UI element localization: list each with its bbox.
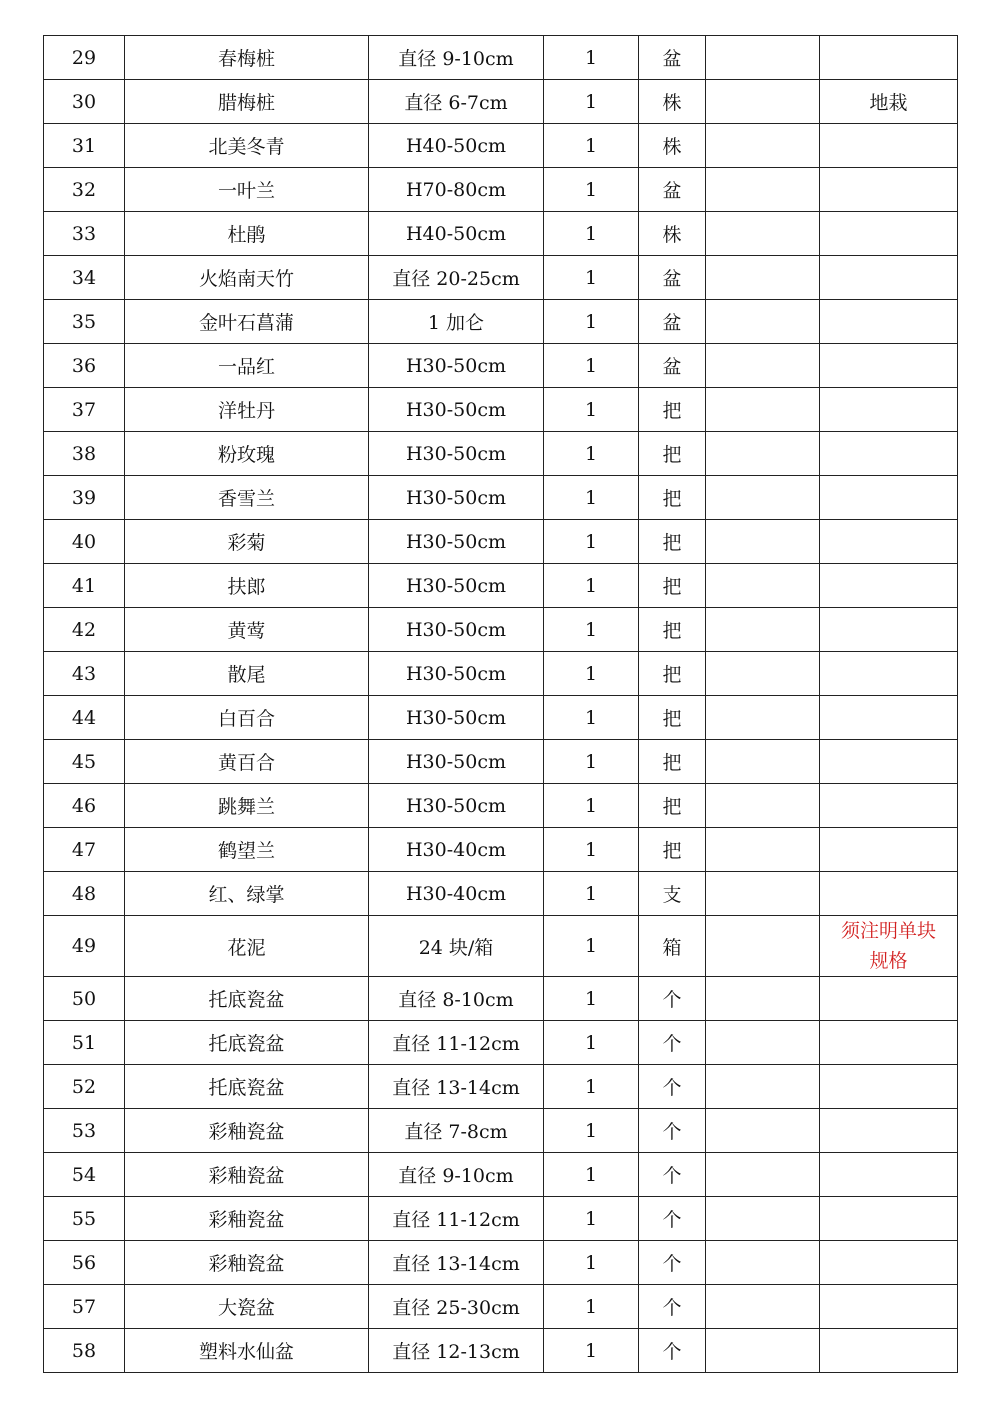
unit-cell: 把 bbox=[639, 652, 706, 696]
plant-name-cell: 花泥 bbox=[125, 916, 369, 977]
table-row bbox=[44, 432, 958, 476]
unit-cell: 把 bbox=[639, 520, 706, 564]
quantity-cell: 1 bbox=[544, 564, 639, 608]
spec-cell: H30-50cm bbox=[369, 784, 544, 828]
price-cell bbox=[706, 1065, 820, 1109]
table-row bbox=[44, 608, 958, 652]
spec-cell: 直径 8-10cm bbox=[369, 977, 544, 1021]
row-number-cell: 43 bbox=[44, 652, 125, 696]
price-cell bbox=[706, 168, 820, 212]
quantity-cell: 1 bbox=[544, 1065, 639, 1109]
spec-cell: H30-50cm bbox=[369, 344, 544, 388]
table-row bbox=[44, 212, 958, 256]
quantity-cell: 1 bbox=[544, 1021, 639, 1065]
spec-cell: H30-50cm bbox=[369, 432, 544, 476]
note-cell bbox=[820, 168, 958, 212]
plant-name-cell: 彩釉瓷盆 bbox=[125, 1197, 369, 1241]
unit-cell: 株 bbox=[639, 212, 706, 256]
quantity-cell: 1 bbox=[544, 1153, 639, 1197]
quantity-cell: 1 bbox=[544, 977, 639, 1021]
price-cell bbox=[706, 828, 820, 872]
note-cell bbox=[820, 1329, 958, 1373]
unit-cell: 个 bbox=[639, 1329, 706, 1373]
unit-cell: 把 bbox=[639, 432, 706, 476]
unit-cell: 个 bbox=[639, 1285, 706, 1329]
price-cell bbox=[706, 977, 820, 1021]
note-cell bbox=[820, 1197, 958, 1241]
quantity-cell: 1 bbox=[544, 696, 639, 740]
quantity-cell: 1 bbox=[544, 1285, 639, 1329]
price-cell bbox=[706, 872, 820, 916]
spec-cell: 直径 13-14cm bbox=[369, 1241, 544, 1285]
spec-cell: H30-50cm bbox=[369, 696, 544, 740]
plant-name-cell: 春梅桩 bbox=[125, 36, 369, 80]
spec-cell: H40-50cm bbox=[369, 212, 544, 256]
spec-cell: 直径 9-10cm bbox=[369, 1153, 544, 1197]
unit-cell: 个 bbox=[639, 1153, 706, 1197]
note-cell bbox=[820, 740, 958, 784]
row-number-cell: 35 bbox=[44, 300, 125, 344]
quantity-cell: 1 bbox=[544, 784, 639, 828]
unit-cell: 个 bbox=[639, 1109, 706, 1153]
row-number-cell: 58 bbox=[44, 1329, 125, 1373]
table-row bbox=[44, 1065, 958, 1109]
table-row bbox=[44, 36, 958, 80]
price-cell bbox=[706, 212, 820, 256]
table-row bbox=[44, 124, 958, 168]
price-cell bbox=[706, 1329, 820, 1373]
plant-name-cell: 香雪兰 bbox=[125, 476, 369, 520]
table-row bbox=[44, 564, 958, 608]
plant-name-cell: 托底瓷盆 bbox=[125, 977, 369, 1021]
quantity-cell: 1 bbox=[544, 1241, 639, 1285]
row-number-cell: 51 bbox=[44, 1021, 125, 1065]
spec-cell: 24 块/箱 bbox=[369, 916, 544, 977]
row-number-cell: 32 bbox=[44, 168, 125, 212]
quantity-cell: 1 bbox=[544, 916, 639, 977]
row-number-cell: 41 bbox=[44, 564, 125, 608]
quantity-cell: 1 bbox=[544, 520, 639, 564]
quantity-cell: 1 bbox=[544, 1197, 639, 1241]
unit-cell: 把 bbox=[639, 564, 706, 608]
price-cell bbox=[706, 564, 820, 608]
spec-cell: 直径 13-14cm bbox=[369, 1065, 544, 1109]
note-cell bbox=[820, 36, 958, 80]
unit-cell: 把 bbox=[639, 608, 706, 652]
plant-name-cell: 黄莺 bbox=[125, 608, 369, 652]
spec-cell: 直径 9-10cm bbox=[369, 36, 544, 80]
table-row bbox=[44, 1021, 958, 1065]
table-row bbox=[44, 256, 958, 300]
price-cell bbox=[706, 432, 820, 476]
plant-name-cell: 白百合 bbox=[125, 696, 369, 740]
unit-cell: 把 bbox=[639, 476, 706, 520]
unit-cell: 盆 bbox=[639, 36, 706, 80]
row-number-cell: 40 bbox=[44, 520, 125, 564]
plant-name-cell: 火焰南天竹 bbox=[125, 256, 369, 300]
spec-cell: H30-40cm bbox=[369, 872, 544, 916]
price-cell bbox=[706, 388, 820, 432]
row-number-cell: 48 bbox=[44, 872, 125, 916]
price-cell bbox=[706, 344, 820, 388]
table-row bbox=[44, 828, 958, 872]
note-cell bbox=[820, 124, 958, 168]
spec-cell: 直径 6-7cm bbox=[369, 80, 544, 124]
plant-name-cell: 彩釉瓷盆 bbox=[125, 1109, 369, 1153]
table-row bbox=[44, 388, 958, 432]
price-cell bbox=[706, 80, 820, 124]
quantity-cell: 1 bbox=[544, 344, 639, 388]
table-row bbox=[44, 1329, 958, 1373]
plant-name-cell: 腊梅桩 bbox=[125, 80, 369, 124]
unit-cell: 把 bbox=[639, 696, 706, 740]
plant-name-cell: 杜鹃 bbox=[125, 212, 369, 256]
quantity-cell: 1 bbox=[544, 1329, 639, 1373]
price-cell bbox=[706, 1021, 820, 1065]
quantity-cell: 1 bbox=[544, 432, 639, 476]
table-row bbox=[44, 476, 958, 520]
row-number-cell: 56 bbox=[44, 1241, 125, 1285]
row-number-cell: 45 bbox=[44, 740, 125, 784]
row-number-cell: 54 bbox=[44, 1153, 125, 1197]
unit-cell: 把 bbox=[639, 388, 706, 432]
plant-name-cell: 粉玫瑰 bbox=[125, 432, 369, 476]
quantity-cell: 1 bbox=[544, 872, 639, 916]
table-row bbox=[44, 1153, 958, 1197]
quantity-cell: 1 bbox=[544, 1109, 639, 1153]
note-cell bbox=[820, 1109, 958, 1153]
row-number-cell: 50 bbox=[44, 977, 125, 1021]
row-number-cell: 29 bbox=[44, 36, 125, 80]
price-cell bbox=[706, 1285, 820, 1329]
row-number-cell: 55 bbox=[44, 1197, 125, 1241]
unit-cell: 个 bbox=[639, 1241, 706, 1285]
quantity-cell: 1 bbox=[544, 124, 639, 168]
quantity-cell: 1 bbox=[544, 256, 639, 300]
unit-cell: 盆 bbox=[639, 256, 706, 300]
spec-cell: 直径 20-25cm bbox=[369, 256, 544, 300]
table-row bbox=[44, 916, 958, 977]
note-cell bbox=[820, 388, 958, 432]
note-cell bbox=[820, 696, 958, 740]
price-cell bbox=[706, 476, 820, 520]
plant-name-cell: 散尾 bbox=[125, 652, 369, 696]
spec-cell: 直径 7-8cm bbox=[369, 1109, 544, 1153]
unit-cell: 个 bbox=[639, 1197, 706, 1241]
quantity-cell: 1 bbox=[544, 36, 639, 80]
unit-cell: 盆 bbox=[639, 344, 706, 388]
note-cell: 地栽 bbox=[820, 80, 958, 124]
note-cell bbox=[820, 212, 958, 256]
row-number-cell: 37 bbox=[44, 388, 125, 432]
table-row bbox=[44, 696, 958, 740]
spec-cell: H30-50cm bbox=[369, 564, 544, 608]
table-row bbox=[44, 1241, 958, 1285]
row-number-cell: 46 bbox=[44, 784, 125, 828]
unit-cell: 个 bbox=[639, 1065, 706, 1109]
table-row bbox=[44, 1109, 958, 1153]
unit-cell: 支 bbox=[639, 872, 706, 916]
note-cell bbox=[820, 1065, 958, 1109]
spec-cell: 1 加仑 bbox=[369, 300, 544, 344]
spec-cell: H30-50cm bbox=[369, 520, 544, 564]
unit-cell: 箱 bbox=[639, 916, 706, 977]
unit-cell: 把 bbox=[639, 828, 706, 872]
price-cell bbox=[706, 740, 820, 784]
unit-cell: 盆 bbox=[639, 300, 706, 344]
row-number-cell: 44 bbox=[44, 696, 125, 740]
note-cell bbox=[820, 256, 958, 300]
plant-name-cell: 黄百合 bbox=[125, 740, 369, 784]
note-cell bbox=[820, 828, 958, 872]
row-number-cell: 34 bbox=[44, 256, 125, 300]
table-row bbox=[44, 1197, 958, 1241]
note-cell bbox=[820, 608, 958, 652]
spec-cell: H40-50cm bbox=[369, 124, 544, 168]
note-text: 须注明单块规格 bbox=[840, 920, 936, 972]
spec-cell: 直径 11-12cm bbox=[369, 1197, 544, 1241]
note-cell bbox=[820, 1241, 958, 1285]
plant-name-cell: 北美冬青 bbox=[125, 124, 369, 168]
row-number-cell: 52 bbox=[44, 1065, 125, 1109]
spec-cell: H70-80cm bbox=[369, 168, 544, 212]
plant-name-cell: 一叶兰 bbox=[125, 168, 369, 212]
row-number-cell: 33 bbox=[44, 212, 125, 256]
note-cell bbox=[820, 977, 958, 1021]
price-cell bbox=[706, 1241, 820, 1285]
quantity-cell: 1 bbox=[544, 652, 639, 696]
spec-cell: H30-50cm bbox=[369, 652, 544, 696]
price-cell bbox=[706, 608, 820, 652]
spec-cell: H30-50cm bbox=[369, 740, 544, 784]
plant-list-table bbox=[43, 35, 958, 1373]
table-row bbox=[44, 344, 958, 388]
price-cell bbox=[706, 1153, 820, 1197]
price-cell bbox=[706, 520, 820, 564]
note-cell bbox=[820, 476, 958, 520]
unit-cell: 把 bbox=[639, 740, 706, 784]
price-cell bbox=[706, 1197, 820, 1241]
note-cell bbox=[820, 520, 958, 564]
price-cell bbox=[706, 124, 820, 168]
quantity-cell: 1 bbox=[544, 740, 639, 784]
row-number-cell: 49 bbox=[44, 916, 125, 977]
unit-cell: 盆 bbox=[639, 168, 706, 212]
price-cell bbox=[706, 696, 820, 740]
unit-cell: 株 bbox=[639, 80, 706, 124]
plant-name-cell: 彩釉瓷盆 bbox=[125, 1241, 369, 1285]
row-number-cell: 36 bbox=[44, 344, 125, 388]
quantity-cell: 1 bbox=[544, 300, 639, 344]
note-cell bbox=[820, 1153, 958, 1197]
price-cell bbox=[706, 1109, 820, 1153]
spec-cell: H30-40cm bbox=[369, 828, 544, 872]
plant-name-cell: 托底瓷盆 bbox=[125, 1065, 369, 1109]
table-row bbox=[44, 520, 958, 564]
plant-name-cell: 跳舞兰 bbox=[125, 784, 369, 828]
plant-name-cell: 红、绿掌 bbox=[125, 872, 369, 916]
plant-name-cell: 彩菊 bbox=[125, 520, 369, 564]
note-cell bbox=[820, 916, 958, 977]
note-cell bbox=[820, 1285, 958, 1329]
spec-cell: 直径 11-12cm bbox=[369, 1021, 544, 1065]
quantity-cell: 1 bbox=[544, 608, 639, 652]
row-number-cell: 39 bbox=[44, 476, 125, 520]
quantity-cell: 1 bbox=[544, 828, 639, 872]
plant-name-cell: 托底瓷盆 bbox=[125, 1021, 369, 1065]
table-row bbox=[44, 80, 958, 124]
unit-cell: 株 bbox=[639, 124, 706, 168]
quantity-cell: 1 bbox=[544, 80, 639, 124]
price-cell bbox=[706, 256, 820, 300]
unit-cell: 把 bbox=[639, 784, 706, 828]
price-cell bbox=[706, 652, 820, 696]
table-row bbox=[44, 300, 958, 344]
quantity-cell: 1 bbox=[544, 476, 639, 520]
plant-name-cell: 彩釉瓷盆 bbox=[125, 1153, 369, 1197]
table-row bbox=[44, 652, 958, 696]
plant-name-cell: 一品红 bbox=[125, 344, 369, 388]
table-row bbox=[44, 740, 958, 784]
quantity-cell: 1 bbox=[544, 168, 639, 212]
note-cell bbox=[820, 1021, 958, 1065]
table-row bbox=[44, 872, 958, 916]
plant-name-cell: 大瓷盆 bbox=[125, 1285, 369, 1329]
plant-name-cell: 金叶石菖蒲 bbox=[125, 300, 369, 344]
row-number-cell: 53 bbox=[44, 1109, 125, 1153]
plant-name-cell: 扶郎 bbox=[125, 564, 369, 608]
note-cell bbox=[820, 344, 958, 388]
table-row bbox=[44, 1285, 958, 1329]
table-row bbox=[44, 168, 958, 212]
spec-cell: 直径 12-13cm bbox=[369, 1329, 544, 1373]
price-cell bbox=[706, 916, 820, 977]
note-cell bbox=[820, 432, 958, 476]
note-cell bbox=[820, 652, 958, 696]
plant-name-cell: 洋牡丹 bbox=[125, 388, 369, 432]
row-number-cell: 38 bbox=[44, 432, 125, 476]
quantity-cell: 1 bbox=[544, 212, 639, 256]
row-number-cell: 47 bbox=[44, 828, 125, 872]
row-number-cell: 31 bbox=[44, 124, 125, 168]
plant-name-cell: 塑料水仙盆 bbox=[125, 1329, 369, 1373]
spec-cell: H30-50cm bbox=[369, 388, 544, 432]
row-number-cell: 42 bbox=[44, 608, 125, 652]
price-cell bbox=[706, 784, 820, 828]
note-cell bbox=[820, 564, 958, 608]
table-row bbox=[44, 784, 958, 828]
price-cell bbox=[706, 300, 820, 344]
row-number-cell: 30 bbox=[44, 80, 125, 124]
plant-name-cell: 鹤望兰 bbox=[125, 828, 369, 872]
spec-cell: H30-50cm bbox=[369, 608, 544, 652]
note-cell bbox=[820, 784, 958, 828]
note-cell bbox=[820, 300, 958, 344]
spec-cell: 直径 25-30cm bbox=[369, 1285, 544, 1329]
row-number-cell: 57 bbox=[44, 1285, 125, 1329]
unit-cell: 个 bbox=[639, 977, 706, 1021]
unit-cell: 个 bbox=[639, 1021, 706, 1065]
price-cell bbox=[706, 36, 820, 80]
quantity-cell: 1 bbox=[544, 388, 639, 432]
spec-cell: H30-50cm bbox=[369, 476, 544, 520]
table-body bbox=[44, 36, 958, 1373]
note-cell bbox=[820, 872, 958, 916]
table-row bbox=[44, 977, 958, 1021]
